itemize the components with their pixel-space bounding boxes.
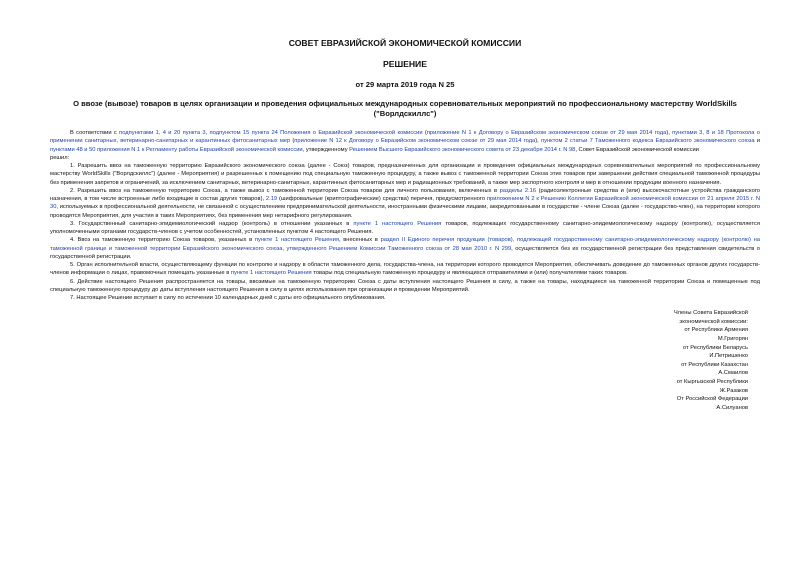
preamble-text: , утвержденному [302,146,350,153]
document-body [50,129,760,302]
link-treaty-annex-1[interactable]: приложение N 1 к Договору о Евразийском экономическом союзе от 29 мая 2014 года [426,130,667,136]
link-treaty-annex-12[interactable]: приложение N 12 к Договору о Евразийском экономическом союзе от 29 мая 2014 года [294,138,536,145]
paragraph-text: 5. Орган исполнительной власти, осуществляющему функции по контролю и надзору в области таможенного дела, государства-члена, на территории которого проводятся Мероприятия, обеспечивать доведение до таможенных органов других государств-членов информации о лицах, правомочных помещать указанные в [50,262,760,277]
link-clause-1[interactable]: пункте 1 настоящего Решения [254,237,339,244]
paragraph-5 [50,261,760,278]
document-title: О ввозе (вывозе) товаров в целях организации и проведения официальных международных соревновательных мероприятий по профессиональному мастерству WorldSkills ("Ворлдскиллс") [73,99,737,118]
signature-line: М.Григорян [717,336,748,343]
document-date: от 29 марта 2019 года N 25 [355,80,455,89]
signature-block [50,309,760,412]
signature-line: от Республики Беларусь [682,344,748,351]
paragraph-text: , внесенных в [338,237,381,244]
paragraph-text: , используемых в профессиональной деятельности, не связанной с осуществлением предпринимательской деятельности, иностранными физическими лицами, аккредитованными в государстве - члене Союза (далее - государство-член), на территории которого проводятся Мероприятия, для участия в таких Мероприятиях, без применения мер нетарифного регулирования. [50,204,760,219]
signature-line: А.Силуанов [716,404,748,411]
preamble-paragraph [50,129,760,154]
document-page [50,30,760,412]
signature-line: И.Петришенко [709,353,748,360]
paragraph-text: , осуществляется без их государственной регистрации без представления свидетельств о государственной регистрации. [50,245,760,260]
link-section-2-19[interactable]: 2.19 [265,196,278,202]
link-commission-regulation[interactable]: подпунктами 1, 4 и 20 пункта 3, подпунктом 15 пункта 24 Положения о Евразийской экономической комиссии [119,130,423,136]
link-clause-1[interactable]: пункте 1 настоящего Решения [353,220,442,227]
paragraph-text: товаров, подлежащих государственному санитарно-эпидемиологическому надзору (контролю), осуществляется уполномоченными органами государств-членов с учетом особенностей, установленных пунктом 4 настоящего Решения. [50,220,761,235]
link-board-decision-30[interactable]: приложением N 2 к Решению Коллегии Евразийской экономической комиссии от 21 апреля 2015 г. N 30 [50,196,760,211]
paragraph-7: 7. Настоящее Решение вступает в силу по истечении 10 календарных дней с даты его официального опубликования. [70,295,386,301]
paragraph-1: 1. Разрешить ввоз на таможенную территорию Евразийского экономического союза (далее - Союз) товаров, предназначенных для организации и проведения официальных международных соревновательных мероприятий по профессиональному мастерству WorldSkills ("Ворлдскиллс") (далее - Мероприятия) и разрешенных к помещению под специальную таможенную процедуру, а также вывоз с таможенной территории Союза этих товаров при завершении действия специальной таможенной процедуры без применения запретов и ограничений, за исключением санитарных, ветеринарно-санитарных, карантинных фитосанитарных мер и радиационных требований, а также мер экспортного контроля и мер в отношении продукции военного назначения. [50,163,760,186]
paragraph-text: (шифровальные (криптографические) средства) перечня, предусмотренного [277,196,487,202]
preamble-text: В соответствии с [70,130,120,136]
signature-intro: Члены Совета Евразийской [673,310,748,317]
preamble-text: ( [290,138,295,145]
signature-line: от Республики Армения [684,327,748,334]
link-clause-1[interactable]: пункте 1 настоящего Решения [230,270,312,277]
link-customs-code[interactable]: пунктом 2 статьи 7 Таможенного кодекса Евразийского экономического союза [540,138,755,145]
paragraph-text: товары под специальную таможенную процедуру и являющихся отправителями и (или) получателями таких товаров. [311,270,628,277]
signature-line: от Кыргызской Республики [676,379,748,385]
link-sanitary-protocol[interactable]: пунктами 3, 8 и 18 Протокола о применении санитарных, ветеринарно-санитарных и карантинных фитосанитарных мер [50,130,760,145]
preamble-text: ), [535,138,541,145]
preamble-text: ), [666,130,673,136]
document-type: РЕШЕНИЕ [383,59,427,69]
signature-line: от Республики Казахстан [681,361,748,368]
paragraph-2 [50,187,760,220]
preamble-text: ( [422,130,427,136]
paragraph-text: 3. Государственный санитарно-эпидемиологический надзор (контроль) в отношении указанных в [70,220,354,227]
preamble-text: , Совет Евразийской экономической комиссии [575,146,699,153]
paragraph-4 [50,236,760,261]
paragraph-text: 4. Ввоз на таможенную территорию Союза товаров, указанных в [70,237,255,244]
signature-line: От Российской Федерации [676,396,748,403]
signature-line: Ж.Разаков [719,387,748,394]
link-commission-rules[interactable]: пунктами 48 и 50 приложения N 1 к Регламенту работы Евразийской экономической комиссии [50,146,303,153]
link-section-2-16[interactable]: разделы 2.16 [499,187,537,194]
paragraph-3 [50,220,760,237]
signature-intro: экономической комиссии: [679,318,748,325]
organization-name: СОВЕТ ЕВРАЗИЙСКОЙ ЭКОНОМИЧЕСКОЙ КОМИССИИ [288,38,522,48]
link-unified-product-list[interactable]: раздел II Единого перечня продукции (товаров), подлежащей государственному санитарно-эпидемиологическому надзору (контролю) на таможенной границе и таможенной территории Евразийского экономического союза, утвержденного Решением Комиссии Таможенного союза от 28 мая 2010 г. N 299 [50,237,760,252]
preamble-text: и [754,138,761,145]
signature-line: А.Смаилов [718,370,748,377]
link-supreme-council-decision[interactable]: Решением Высшего Евразийского экономического совета от 23 декабря 2014 г. N 98 [349,146,576,153]
paragraph-6: 6. Действие настоящего Решения распространяется на товары, ввозимые на таможенную территорию Союза с даты вступления настоящего Решения в силу, а также на товары, находящиеся на таможенной территории Союза и помещенные под специальную таможенную процедуру до даты вступления настоящего Решения в силу в целях использования при организации и проведении Мероприятий. [50,278,760,293]
decided-label: решил: [50,154,70,161]
paragraph-text: (радиоэлектронные средства и (или) высокочастотные устройства гражданского назначения, в том числе встроенные либо входящие в состав других товаров), [50,187,760,202]
paragraph-text: 2. Разрешить ввоз на таможенную территорию Союза, а также вывоз с таможенной территории Союза товаров для личного пользования, включенных в [70,187,500,194]
